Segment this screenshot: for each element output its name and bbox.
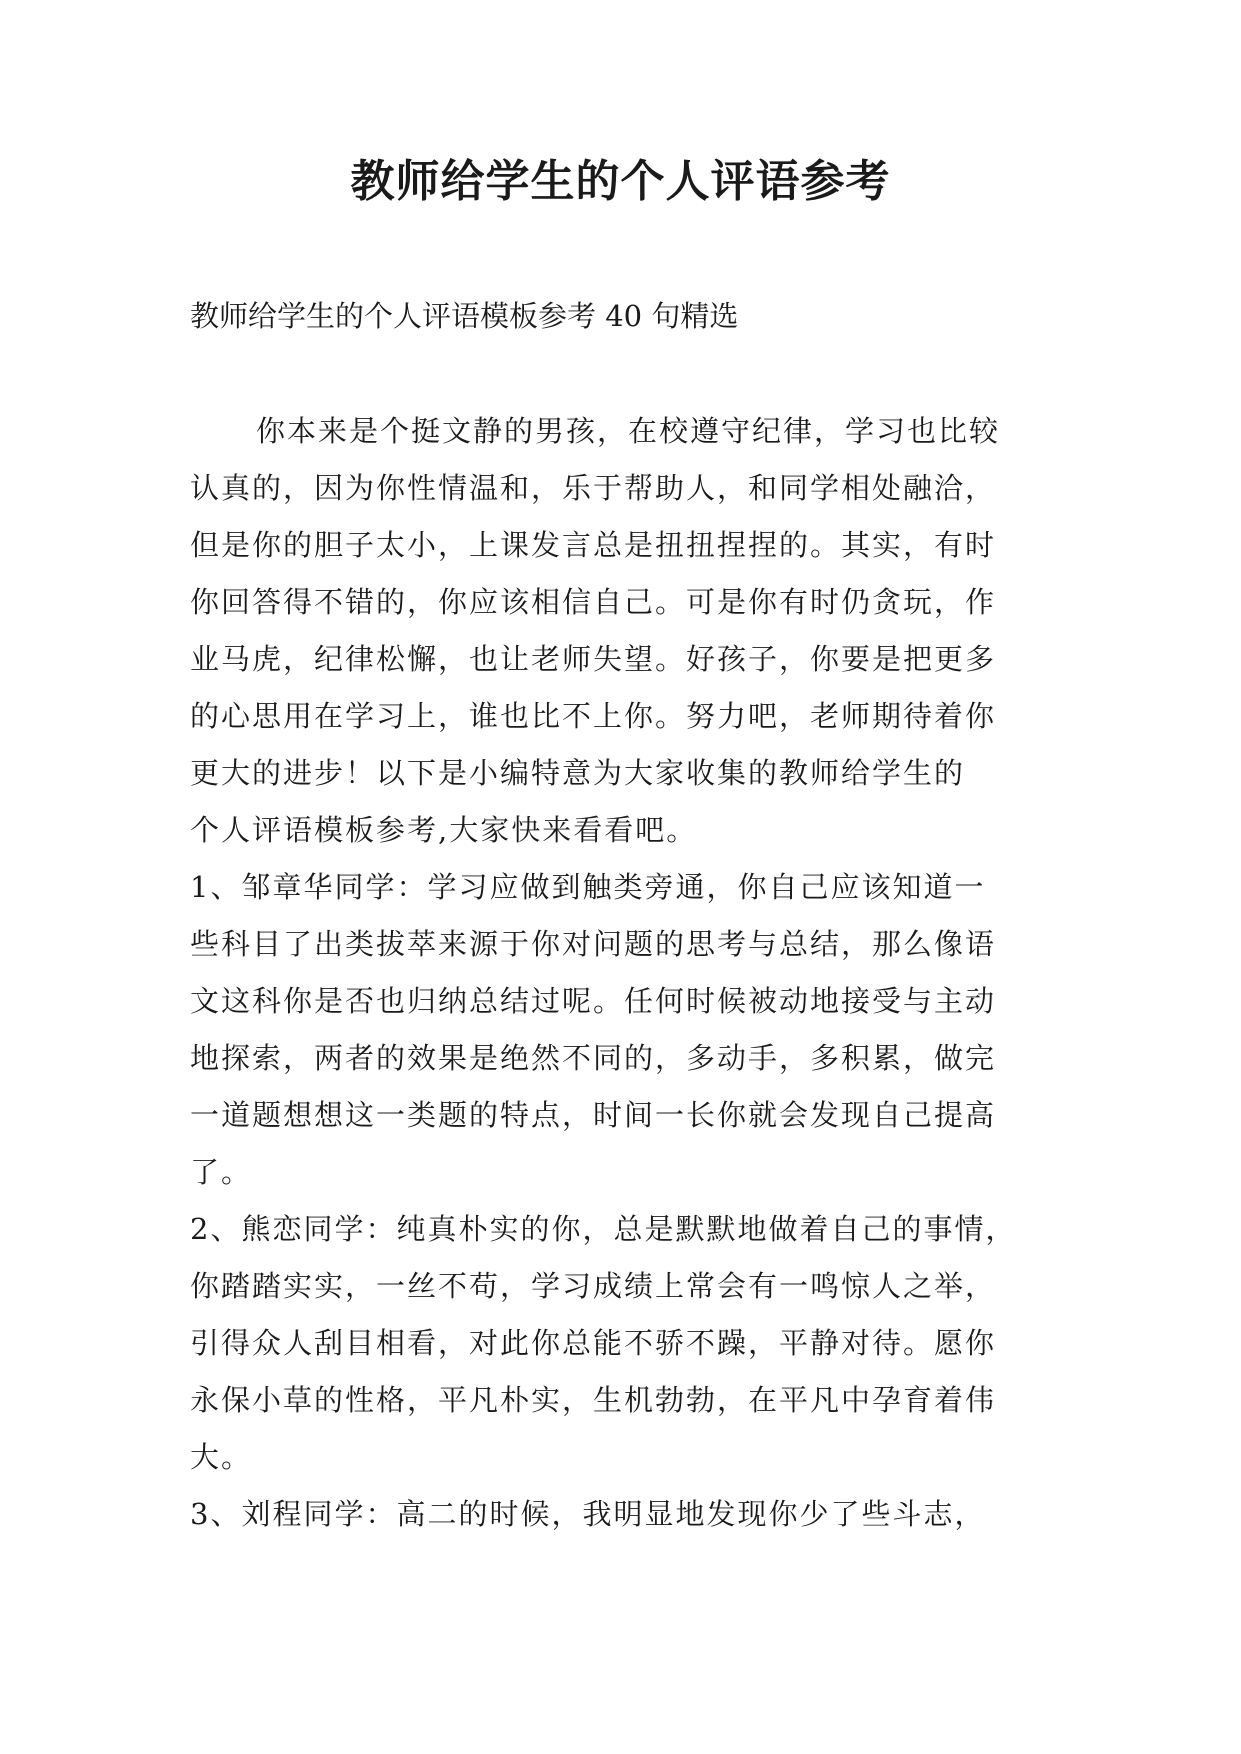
body-line: 大。 — [190, 1440, 253, 1474]
body-line: 你本来是个挺文静的男孩，在校遵守纪律，学习也比较 — [256, 414, 1001, 448]
document-title: 教师给学生的个人评语参考 — [350, 156, 891, 207]
body-line: 认真的，因为你性情温和，乐于帮助人，和同学相处融洽， — [190, 471, 997, 505]
body-line: 些科目了出类拔萃来源于你对问题的思考与总结，那么像语 — [190, 927, 997, 961]
body-line: 你踏踏实实，一丝不苟，学习成绩上常会有一鸣惊人之举， — [190, 1269, 997, 1303]
body-line: 地探索，两者的效果是绝然不同的，多动手，多积累，做完 — [190, 1041, 997, 1075]
body-line: 但是你的胆子太小，上课发言总是扭扭捏捏的。其实，有时 — [190, 528, 997, 562]
body-line: 一道题想想这一类题的特点，时间一长你就会发现自己提高 — [190, 1098, 997, 1132]
body-line: 你回答得不错的，你应该相信自己。可是你有时仍贪玩，作 — [190, 585, 997, 619]
body-line: 1、邹章华同学：学习应做到触类旁通，你自己应该知道一 — [190, 870, 986, 904]
body-line: 业马虎，纪律松懈，也让老师失望。好孩子，你要是把更多 — [190, 642, 997, 676]
body-line: 文这科你是否也归纳总结过呢。任何时候被动地接受与主动 — [190, 984, 997, 1018]
body-line: 2、熊恋同学：纯真朴实的你，总是默默地做着自己的事情， — [190, 1212, 1017, 1246]
document-body — [190, 403, 1070, 1543]
body-line: 引得众人刮目相看，对此你总能不骄不躁，平静对待。愿你 — [190, 1326, 997, 1360]
body-line: 永保小草的性格，平凡朴实，生机勃勃，在平凡中孕育着伟 — [190, 1383, 997, 1417]
body-line: 个人评语模板参考,大家快来看看吧。 — [190, 813, 698, 847]
body-line: 3、刘程同学：高二的时候，我明显地发现你少了些斗志， — [190, 1497, 986, 1531]
document-subtitle: 教师给学生的个人评语模板参考 40 句精选 — [190, 299, 739, 333]
body-line: 的心思用在学习上，谁也比不上你。努力吧，老师期待着你 — [190, 699, 997, 733]
body-line: 更大的进步！以下是小编特意为大家收集的教师给学生的 — [190, 756, 966, 790]
body-line: 了。 — [190, 1155, 253, 1189]
